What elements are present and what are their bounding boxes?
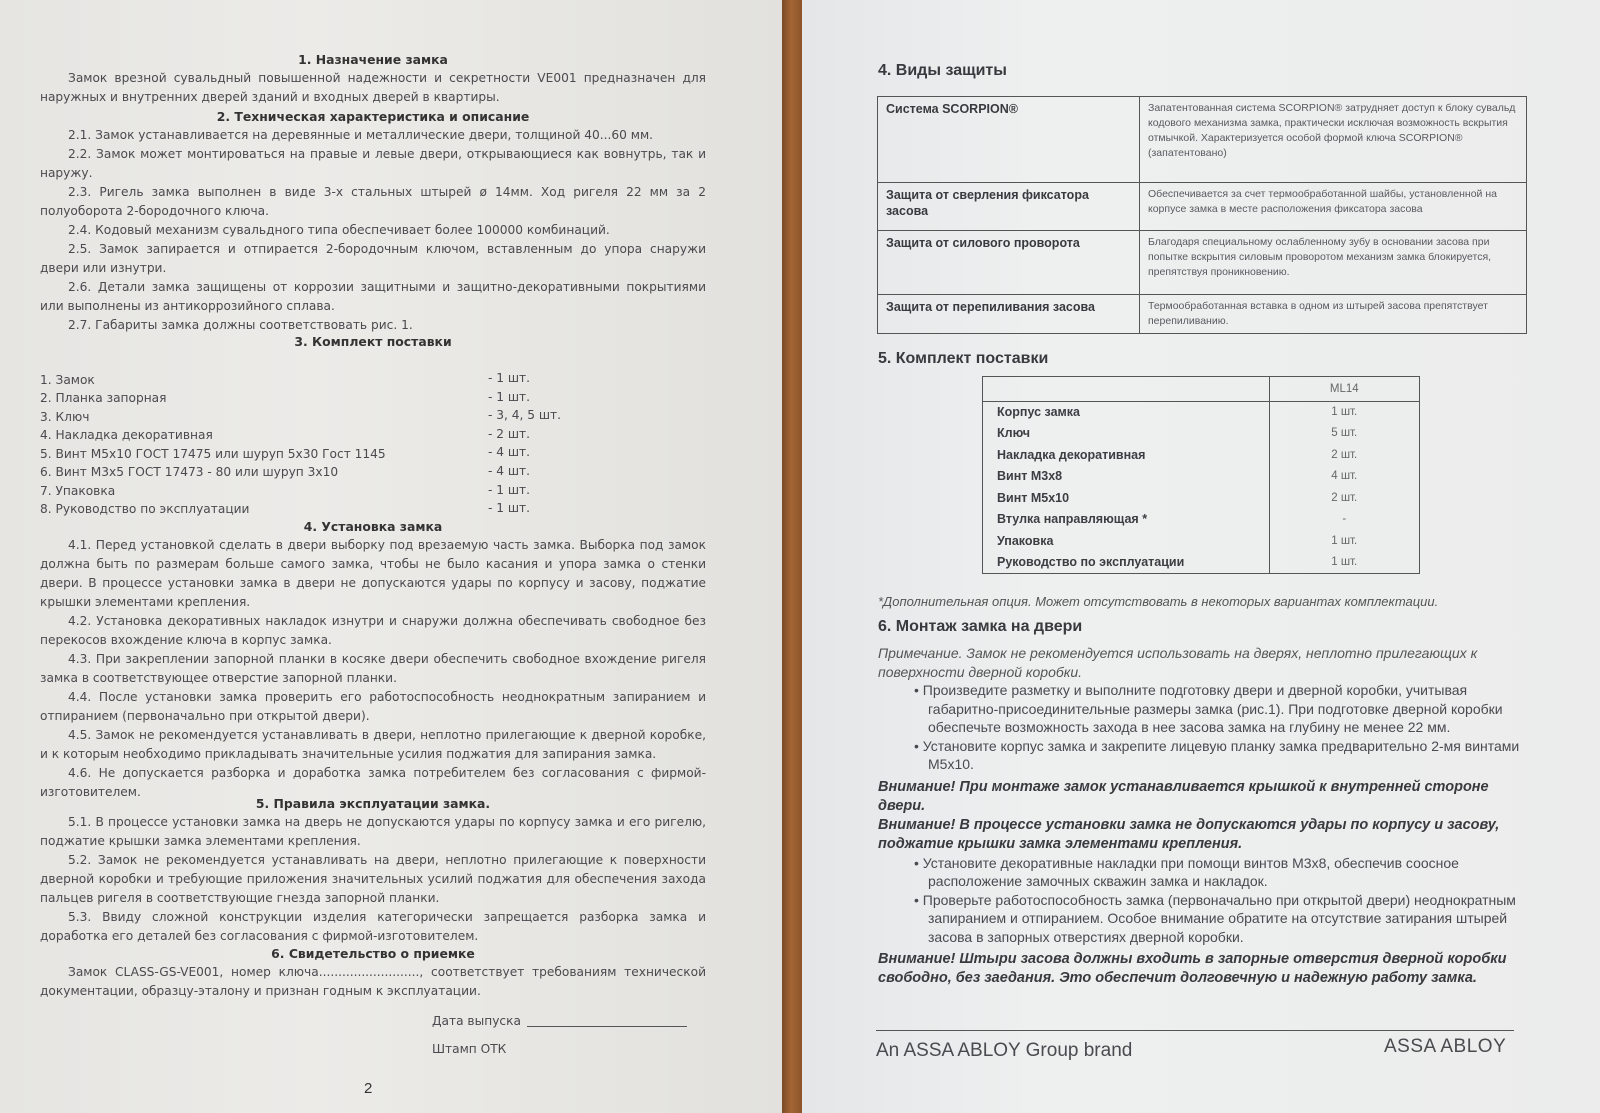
list-item: 6. Винт М3х5 ГОСТ 17473 - 80 или шуруп 3х10 bbox=[40, 465, 339, 479]
section-1-text: Замок врезной сувальдный повышенной надежности и секретности VE001 предназначен для наружных и внутренних дверей зданий и входных дверей в квартиры. bbox=[40, 71, 706, 104]
table-row bbox=[878, 97, 1527, 183]
mounting-section-title: 6. Монтаж замка на двери bbox=[878, 618, 1083, 635]
kit-item-qty: 2 шт. bbox=[1331, 448, 1358, 461]
booklet-spine bbox=[782, 0, 802, 1113]
list-item-qty: - 2 шт. bbox=[488, 427, 531, 441]
table-row bbox=[983, 530, 1419, 552]
table-row bbox=[878, 183, 1527, 231]
kit-item-name: Винт М3х8 bbox=[983, 466, 1269, 488]
protection-desc: Обеспечивается за счет термообработанной шайбы, установленной на корпусе замка в месте расположения фиксатора засова bbox=[1140, 183, 1527, 231]
list-item: 4.2. Установка декоративных накладок изнутри и снаружи должна обеспечивать свободное без перекосов вхождение ключа в корпус замка. bbox=[40, 614, 706, 647]
release-date-row bbox=[432, 1012, 702, 1031]
mounting-section bbox=[878, 644, 1520, 988]
release-date-label: Дата выпуска bbox=[432, 1014, 521, 1028]
table-header-row bbox=[983, 377, 1419, 401]
list-item: • Установите декоративные накладки при помощи винтов М3х8, обеспечив соосное расположение замочных скважин замка и накладок. bbox=[914, 854, 1459, 889]
list-item-qty: - 1 шт. bbox=[488, 371, 531, 385]
table-row bbox=[983, 466, 1419, 488]
kit-item-name: Руководство по эксплуатации bbox=[983, 552, 1269, 574]
list-item: 7. Упаковка bbox=[40, 484, 116, 498]
kit-item-qty: 2 шт. bbox=[1331, 491, 1358, 504]
kit-item-name: Втулка направляющая * bbox=[983, 509, 1269, 531]
mounting-note: Примечание. Замок не рекомендуется использовать на дверях, неплотно прилегающих к поверхности дверной коробки. bbox=[878, 645, 1478, 680]
table-row bbox=[983, 423, 1419, 445]
list-item: 1. Замок bbox=[40, 373, 95, 387]
kit-item-name: Ключ bbox=[983, 423, 1269, 445]
list-item: • Произведите разметку и выполните подготовку двери и дверной коробки, учитывая габаритно-присоединительные размеры замка (рис.1). При подготовке дверной коробки обеспечьте возможность захода в нее засова замка на глубину не менее 22 мм. bbox=[914, 682, 1503, 735]
section-4-title: 4. Установка замка bbox=[303, 519, 443, 534]
stamp-label: Штамп ОТК bbox=[432, 1042, 507, 1056]
table-row bbox=[878, 231, 1527, 295]
list-item: 2.6. Детали замка защищены от коррозии защитными и защитно-декоративными покрытиями или выполнены из антикоррозийного сплава. bbox=[40, 280, 706, 313]
list-item: 2.5. Замок запирается и отпирается 2-бородочным ключом, вставленным до упора снаружи двери или изнутри. bbox=[40, 242, 706, 275]
section-3-title: 3. Комплект поставки bbox=[294, 334, 452, 349]
protection-desc: Благодаря специальному ослабленному зубу в основании засова при попытке вскрытия силовым проворотом механизм замка блокируется, препятствуя проникновению. bbox=[1140, 231, 1527, 295]
list-item: 4.3. При закреплении запорной планки в косяке двери обеспечить свободное вхождение ригеля замка в соответствующее отверстие запорной планки. bbox=[40, 652, 706, 685]
section-5-title: 5. Правила эксплуатации замка. bbox=[255, 796, 491, 811]
table-row bbox=[983, 401, 1419, 423]
list-item-qty: - 3, 4, 5 шт. bbox=[488, 408, 562, 422]
kit-item-name: Корпус замка bbox=[983, 401, 1269, 423]
list-item: • Проверьте работоспособность замка (первоначально при открытой двери) неоднократным запиранием и отпиранием. Особое внимание обратите на отсутствие затирания штырей засова в запорных отверстиях дверной коробки. bbox=[914, 891, 1516, 945]
list-item: 4.6. Не допускается разборка и доработка замка потребителем без согласования с фирмой-изготовителем. bbox=[40, 766, 706, 799]
list-item: 4.1. Перед установкой сделать в двери выборку под врезаемую часть замка. Выборка под замок должна быть по размерам больше самого замка, чтобы не было касания и упора замка о стенки двери. В процессе установки замка в двери не допускаются удары по корпусу и засову, поджатие крышки элементами крепления. bbox=[40, 538, 706, 609]
protection-name: Защита от силового проворота bbox=[878, 231, 1140, 295]
protection-desc: Термообработанная вставка в одном из штырей засова препятствует перепиливанию. bbox=[1140, 295, 1527, 334]
kit-section-title: 5. Комплект поставки bbox=[878, 350, 1049, 367]
protection-name: Защита от перепиливания засова bbox=[878, 295, 1140, 334]
protection-name: Защита от сверления фиксатора засова bbox=[878, 183, 1140, 231]
list-item: 5. Винт М5х10 ГОСТ 17475 или шуруп 5х30 Гост 1145 bbox=[40, 447, 386, 461]
warning-text: Внимание! Штыри засова должны входить в запорные отверстия дверной коробки свободно, без заедания. Это обеспечит долговечную и надежную работу замка. bbox=[878, 951, 1507, 986]
kit-table bbox=[982, 376, 1420, 574]
kit-item-qty: - bbox=[1342, 513, 1347, 526]
list-item: 4. Накладка декоративная bbox=[40, 428, 213, 442]
protection-desc: Запатентованная система SCORPION® затрудняет доступ к блоку сувальд кодового механизма замка, практически исключая возможность вскрытия отмычкой. Характеризуется особой формой ключа SCORPION® (запатентовано) bbox=[1140, 97, 1527, 183]
list-item: 2.7. Габариты замка должны соответствовать рис. 1. bbox=[68, 318, 413, 332]
warning-text: Внимание! При монтаже замок устанавливается крышкой к внутренней стороне двери. bbox=[878, 778, 1489, 814]
list-item: • Установите корпус замка и закрепите лицевую планку замка предварительно 2-мя винтами М5х10. bbox=[914, 737, 1520, 772]
section-1 bbox=[40, 50, 706, 107]
section-5 bbox=[40, 794, 706, 946]
kit-item-name: Накладка декоративная bbox=[983, 444, 1269, 466]
protection-section-title: 4. Виды защиты bbox=[878, 62, 1007, 79]
protection-table bbox=[877, 96, 1527, 334]
list-item: 5.1. В процессе установки замка на дверь не допускаются удары по корпусу замка и его ригелю, поджатие крышки замка элементами крепления. bbox=[40, 815, 706, 848]
footer-brand-text: An ASSA ABLOY Group brand bbox=[876, 1040, 1133, 1061]
table-row bbox=[983, 487, 1419, 509]
list-item: 2.4. Кодовый механизм сувальдного типа обеспечивает более 100000 комбинаций. bbox=[68, 223, 610, 237]
kit-item-qty: 1 шт. bbox=[1331, 406, 1358, 418]
kit-item-qty: 1 шт. bbox=[1331, 556, 1358, 569]
section-6-text: Замок CLASS-GS-VE001, номер ключа.........................., соответствует требованиям технической документации, образцу-эталону и признан годным к эксплуатации. bbox=[40, 965, 706, 998]
list-item: 2.3. Ригель замка выполнен в виде 3-х стальных штырей ø 14мм. Ход ригеля 22 мм за 2 полуоборота 2-бородочного ключа. bbox=[40, 185, 706, 218]
list-item: 2.1. Замок устанавливается на деревянные и металлические двери, толщиной 40...60 мм. bbox=[68, 128, 654, 142]
section-2-title: 2. Техническая характеристика и описание bbox=[216, 109, 530, 124]
footer-divider bbox=[876, 1030, 1514, 1031]
warning-text: Внимание! В процессе установки замка не допускаются удары по корпусу и засову, поджатие крышки замка элементами крепления. bbox=[878, 816, 1500, 852]
list-item: 4.5. Замок не рекомендуется устанавливать в двери, неплотно прилегающие к дверной коробке, и к которым необходимо прикладывать значительные усилия поджатия для запирания замка. bbox=[40, 728, 706, 761]
kit-item-qty: 1 шт. bbox=[1331, 534, 1358, 547]
list-item-qty: - 4 шт. bbox=[488, 445, 531, 459]
section-4 bbox=[40, 517, 706, 802]
release-date-line bbox=[527, 1026, 687, 1027]
kit-item-name: Винт М5х10 bbox=[983, 487, 1269, 509]
section-1-title: 1. Назначение замка bbox=[298, 52, 448, 67]
list-item-qty: - 1 шт. bbox=[488, 483, 531, 497]
table-row bbox=[983, 509, 1419, 531]
table-row bbox=[878, 295, 1527, 334]
kit-header: ML14 bbox=[1269, 377, 1419, 401]
section-6-title: 6. Свидетельство о приемке bbox=[271, 946, 475, 961]
list-item: 5.2. Замок не рекомендуется устанавливать на двери, неплотно прилегающие к поверхности дверной коробки и требующие приложения значительных усилий поджатия для обеспечения захода пальцев ригеля в соответствующие гнезда запорной планки. bbox=[40, 853, 706, 905]
section-6 bbox=[40, 944, 706, 1001]
section-2 bbox=[40, 107, 706, 335]
list-item-qty: - 4 шт. bbox=[488, 464, 531, 478]
protection-name: Система SCORPION® bbox=[878, 97, 1140, 183]
list-item: 8. Руководство по эксплуатации bbox=[40, 502, 250, 516]
list-item: 3. Ключ bbox=[40, 410, 90, 424]
list-item-qty: - 1 шт. bbox=[488, 501, 531, 515]
list-item: 2.2. Замок может монтироваться на правые и левые двери, открывающиеся как вовнутрь, так и наружу. bbox=[40, 147, 706, 180]
page-number: 2 bbox=[364, 1080, 373, 1097]
list-item: 4.4. После установки замка проверить его работоспособность неоднократным запиранием и отпиранием (первоначально при открытой двери). bbox=[40, 690, 706, 723]
kit-item-name: Упаковка bbox=[983, 530, 1269, 552]
kit-item-qty: 4 шт. bbox=[1331, 470, 1358, 483]
footer-brand-logo: ASSA ABLOY bbox=[1384, 1036, 1507, 1057]
list-item-qty: - 1 шт. bbox=[488, 390, 531, 404]
kit-item-qty: 5 шт. bbox=[1331, 427, 1358, 440]
kit-footnote: *Дополнительная опция. Может отсутствовать в некоторых вариантах комплектации. bbox=[878, 594, 1439, 609]
left-page bbox=[0, 0, 782, 1113]
list-item: 2. Планка запорная bbox=[40, 391, 167, 405]
table-row bbox=[983, 444, 1419, 466]
list-item: 5.3. Ввиду сложной конструкции изделия категорически запрещается разборка замка и доработка его деталей без согласования с фирмой-изготовителем. bbox=[40, 910, 706, 943]
table-row bbox=[983, 552, 1419, 574]
